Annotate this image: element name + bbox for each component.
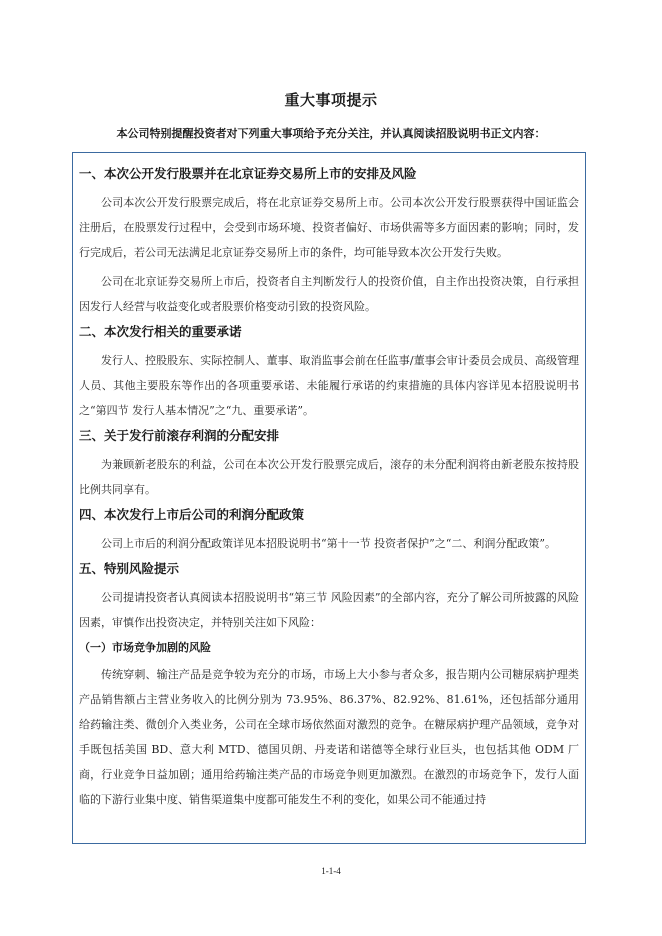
section-heading: 五、特别风险提示 [79, 561, 180, 576]
paragraph: 发行人、控股股东、实际控制人、董事、取消监事会前在任监事/董事会审计委员会成员、高级管理人员、其他主要股东等作出的各项重要承诺、未能履行承诺的约束措施的具体内容详见本招股说明书之“第四节 发行人基本情况”之“九、重要承诺”。 [79, 354, 579, 417]
section-heading: 二、本次发行相关的重要承诺 [79, 324, 242, 339]
paragraph: 公司提请投资者认真阅读本招股说明书“第三节 风险因素”的全部内容，充分了解公司所披露的风险因素，审慎作出投资决定，并特别关注如下风险： [79, 591, 579, 629]
section-2 [79, 323, 579, 423]
section-heading: 一、本次公开发行股票并在北京证券交易所上市的安排及风险 [79, 166, 417, 181]
page-number: 1-1-4 [321, 866, 341, 876]
section-1 [79, 165, 579, 319]
section-heading: 三、关于发行前滚存利润的分配安排 [79, 428, 280, 443]
paragraph: 公司本次公开发行股票完成后，将在北京证券交易所上市。公司本次公开发行股票获得中国证监会注册后，在股票发行过程中，会受到市场环境、投资者偏好、市场供需等多方面因素的影响；同时，发行完成后，若公司无法满足北京证券交易所上市的条件，均可能导致本次公开发行失败。 [79, 196, 579, 259]
section-3 [79, 427, 579, 502]
paragraph: 传统穿刺、输注产品是竞争较为充分的市场，市场上大小参与者众多，报告期内公司糖尿病护理类产品销售额占主营业务收入的比例分别为 73.95%、86.37%、82.92%、81.61%，还包括部分通用给药输注类、微创介入类业务，公司在全球市场依然面对激烈的竞争。在糖尿病护理产品领域，竞争对手既包括美国 BD、意大利 MTD、德国贝朗、丹麦诺和诺德等全球行业巨头，也包括其他 ODM 厂商，行业竞争日益加剧；通用给药输注类产品的市场竞争则更加激烈。在激烈的市场竞争下，发行人面临的下游行业集中度、销售渠道集中度都可能发生不利的变化，如果公司不能通过持 [79, 668, 579, 806]
section-4 [79, 506, 579, 556]
section-5 [79, 560, 579, 812]
paragraph: 公司上市后的利润分配政策详见本招股说明书“第十一节 投资者保护”之“二、利润分配政策”。 [101, 537, 556, 550]
paragraph: 为兼顾新老股东的利益，公司在本次公开发行股票完成后，滚存的未分配利润将由新老股东按持股比例共同享有。 [79, 458, 579, 496]
paragraph: 公司在北京证券交易所上市后，投资者自主判断发行人的投资价值，自主作出投资决策，自行承担因发行人经营与收益变化或者股票价格变动引致的投资风险。 [79, 275, 579, 313]
subsection-heading: （一）市场竞争加剧的风险 [79, 641, 211, 654]
key-matters-box [72, 152, 586, 844]
section-heading: 四、本次发行上市后公司的利润分配政策 [79, 507, 305, 522]
investor-notice: 本公司特别提醒投资者对下列重大事项给予充分关注，并认真阅读招股说明书正文内容： [116, 127, 546, 140]
page-title: 重大事项提示 [284, 91, 378, 109]
